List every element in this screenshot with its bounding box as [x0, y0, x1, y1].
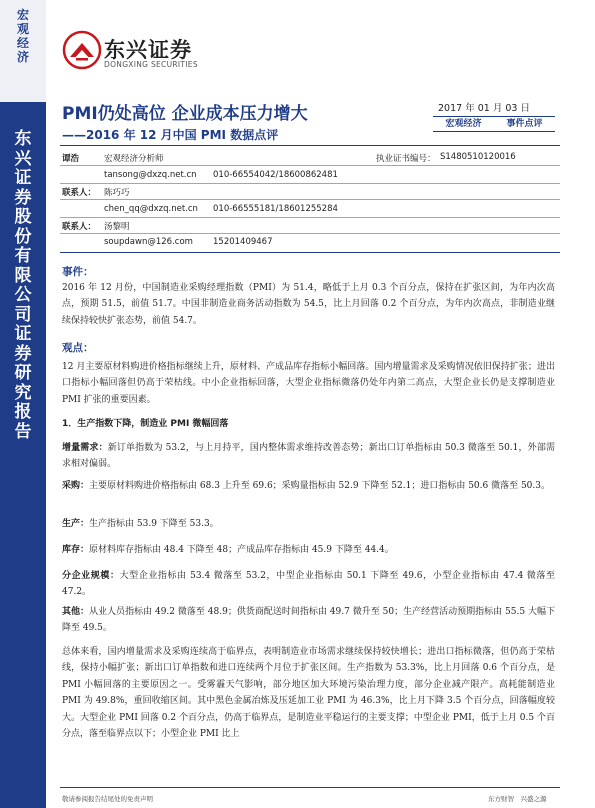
analyst-divider: [60, 183, 560, 184]
item-production-text: 生产指标由 53.9 下降至 53.3。: [89, 519, 219, 529]
item-firm-size: [62, 568, 555, 601]
footer-slogan: 东方财智 兴盛之源: [488, 795, 547, 803]
event-text: 2016 年 12 月份，中国制造业采购经理指数（PMI）为 51.4，略低于上月 0.3 个百分点，保持在扩张区间，为年内次高点，预期 51.5，前值 51.7。中国非制造业商务活动指数为 54.5，比上月回落 0.2 个百分点，为年内次高点，非制造业继续保持较快扩张态势，前值 54.7。: [62, 283, 555, 326]
sidebar: [0, 0, 46, 808]
contact2-name: 汤黎明: [104, 222, 130, 232]
item-demand-label: 增量需求：: [62, 443, 108, 453]
view-label: 观点：: [62, 342, 94, 354]
item-firm-size-label: 分企业规模：: [62, 571, 120, 581]
item-demand-text: 新订单指数为 53.2，与上月持平，国内整体需求维持改善态势；新出口订单指标由 50.3 微落至 50.1，外部需求相对偏弱。: [62, 443, 555, 470]
contact2-email: soupdawn@126.com: [104, 237, 193, 247]
tag-category: 宏观经济: [445, 119, 482, 129]
logo-english-name: DONGXING SECURITIES: [104, 60, 198, 69]
lead-analyst-role: 宏观经济分析师: [104, 154, 164, 164]
report-date: 2017 年 01 月 03 日: [438, 103, 530, 114]
analyst-block-bottom-rule: [60, 252, 560, 253]
item-inventory-text: 原材料库存指标由 48.4 下降至 48；产成品库存指标由 45.9 下降至 44.4。: [89, 545, 394, 555]
license-label: 执业证书编号：: [376, 154, 436, 164]
analyst-divider: [60, 199, 560, 200]
contact2-phone: 15201409467: [213, 237, 273, 247]
analyst-divider: [60, 233, 560, 234]
analyst-divider: [60, 165, 560, 166]
item-other-label: 其他：: [62, 607, 90, 617]
sidebar-org-name: 东兴证券股份有限公司证券研究报告: [14, 129, 32, 442]
lead-analyst-phone: 010-66554042/18600862481: [213, 170, 338, 180]
license-number: S1480510120016: [440, 152, 516, 162]
item-purchase-text: 主要原材料购进价格指标由 68.3 上升至 69.6；采购量指标由 52.9 下降至 52.1；进口指标由 50.6 微落至 50.3。: [89, 481, 550, 491]
item-firm-size-text: 大型企业指标由 53.4 微落至 53.2，中型企业指标由 50.1 下降至 49.6，小型企业指标由 47.4 微落至 47.2。: [62, 571, 555, 598]
sidebar-category: 宏观经济: [16, 8, 29, 64]
analyst-divider: [60, 217, 560, 218]
report-tags: [433, 116, 555, 132]
item-production: [62, 516, 555, 532]
contact1-phone: 010-66555181/18601255284: [213, 204, 338, 214]
view-text: 12 月主要原材料购进价格指标继续上升，原材料、产成品库存指标小幅回落。国内增量需求及采购情况依旧保持扩张；进出口指标小幅回落但仍高于荣枯线。中小企业指标回落，大型企业指标微落仍处年内第二高点，大型企业长仍是支撑制造业 PMI 扩张的重要因素。: [62, 362, 555, 405]
lead-analyst-name: 谭浩: [62, 154, 80, 164]
section1-summary: 总体来看，国内增量需求及采购连续高于临界点，表明制造业市场需求继续保持较快增长；进出口指标微落，但仍高于荣枯线，保持小幅扩张；新出口订单指数和进口连续两个月位于扩张区间。生产指数为 53.3%，比上月回落 0.6 个百分点，是 PMI 小幅回落的主要原因之一。受雾霾天气影响，部分地区加大环境污染治理力度，部分企业减产限产。高耗能制造业 PMI 为 49.8%，重回收缩区间。其中黑色金属冶炼及压延加工业 PMI 为 46.3%，比上月下降 3.5 个百分点，回落幅度较大。大型企业 PMI 回落 0.2 个百分点，仍高于临界点，是制造业平稳运行的主要支撑；中型企业 PMI，低于上月 0.5 个百分点，落至临界点以下；小型企业 PMI 比上: [62, 647, 555, 740]
report-title: PMI仍处高位 企业成本压力增大: [62, 104, 308, 124]
item-production-label: 生产：: [62, 519, 90, 529]
item-inventory: [62, 542, 555, 558]
event-label: 事件：: [62, 266, 94, 278]
lead-analyst-email: tansong@dxzq.net.cn: [104, 170, 197, 180]
item-other: [62, 604, 555, 637]
header-divider: [60, 145, 560, 146]
sidebar-org-band: [0, 102, 46, 808]
contact-label: 联系人：: [62, 222, 97, 232]
item-demand: [62, 440, 555, 473]
footer-rule: [60, 787, 560, 788]
tag-type: 事件点评: [506, 119, 543, 129]
item-purchase-label: 采购：: [62, 481, 90, 491]
footer-disclaimer: 敬请参阅报告结尾处的免责声明: [62, 795, 153, 803]
item-other-text: 从业人员指标由 49.2 微落至 48.9；供货商配送时间指标由 49.7 微升至 50；生产经营活动预期指标由 55.5 大幅下降至 49.5。: [62, 607, 555, 634]
logo-name: 东兴证券: [104, 38, 192, 62]
dongxing-logo-icon: [62, 30, 102, 70]
report-subtitle: ——2016 年 12 月中国 PMI 数据点评: [62, 128, 279, 142]
contact1-email: chen_qq@dxzq.net.cn: [104, 204, 198, 214]
item-inventory-label: 库存：: [62, 545, 90, 555]
item-purchase: [62, 478, 555, 494]
contact-label: 联系人：: [62, 188, 97, 198]
sidebar-category-panel: [0, 0, 46, 102]
section1-heading: 1．生产指数下降，制造业 PMI 微幅回落: [62, 419, 229, 429]
contact1-name: 陈巧巧: [104, 188, 130, 198]
